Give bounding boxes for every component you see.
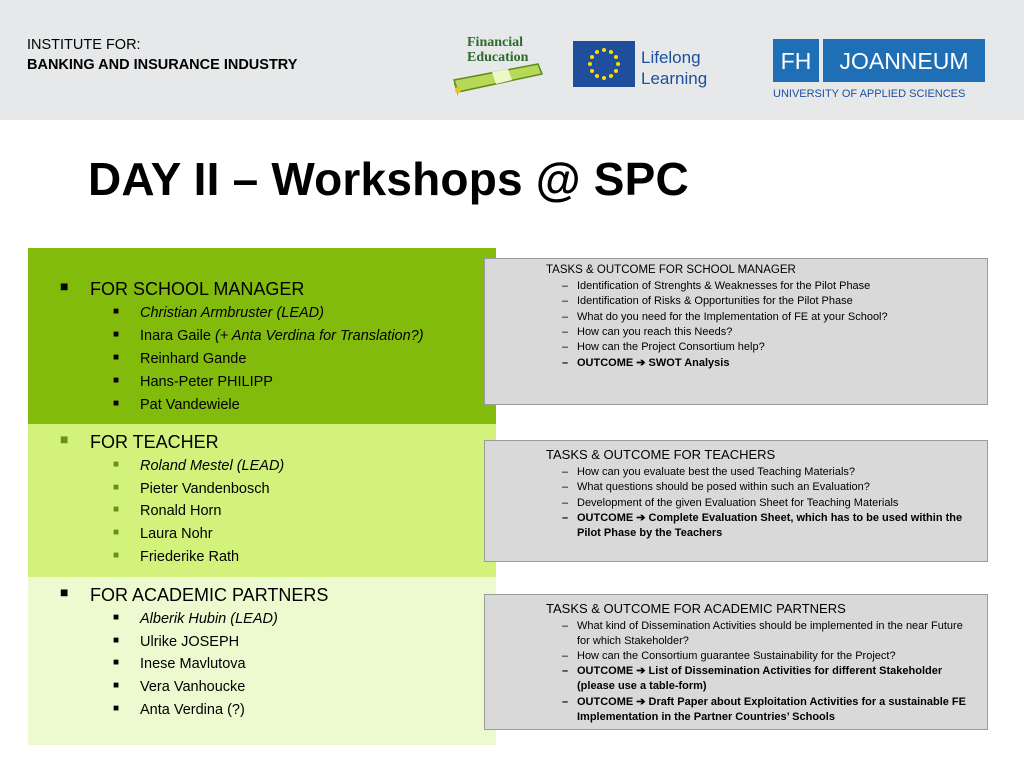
section-heading (60, 431, 219, 453)
task-item: – How can the Project Consortium help? (562, 341, 765, 353)
lifelong-learning-text (641, 47, 707, 89)
list-item (113, 458, 285, 474)
institute-line-1: INSTITUTE FOR: (27, 37, 141, 53)
list-item (113, 702, 245, 718)
outcome-item: – OUTCOME ➔ Draft Paper about Exploitation Activities for a sustainable FE Implementation in the Partner Countries’ Schools (562, 696, 966, 724)
fh-joanneum-logo (773, 39, 985, 82)
box-title: TASKS & OUTCOME FOR TEACHERS (546, 447, 776, 462)
task-item: – How can the Consortium guarantee Sustainability for the Project? (562, 650, 896, 662)
list-item (113, 503, 222, 519)
outcome-item: – OUTCOME ➔ Complete Evaluation Sheet, which has to be used within the Pilot Phase by the Teachers (562, 512, 963, 540)
square-bullet-icon: ■ (113, 482, 120, 493)
header-banner (0, 0, 1024, 120)
list-item (113, 611, 278, 627)
list-item (113, 397, 240, 413)
square-bullet-icon: ■ (113, 459, 120, 470)
fe-line-2: Education (467, 50, 529, 65)
heading-text: FOR ACADEMIC PARTNERS (90, 585, 329, 605)
member-name: Ulrike JOSEPH (140, 634, 240, 650)
page-title: DAY II – Workshops @ SPC (88, 153, 689, 205)
task-item: – Identification of Strenghts & Weaknesses for the Pilot Phase (562, 280, 871, 292)
list-item (113, 374, 273, 390)
list-item (113, 549, 240, 565)
member-name: Vera Vanhoucke (140, 679, 246, 695)
member-name: Christian Armbruster (LEAD) (140, 305, 324, 321)
square-bullet-icon: ■ (113, 352, 120, 363)
list-item (113, 351, 247, 367)
square-bullet-icon: ■ (113, 375, 120, 386)
member-name: Ronald Horn (140, 503, 222, 519)
square-bullet-icon: ■ (113, 612, 120, 623)
member-name: Pat Vandewiele (140, 397, 240, 413)
member-name: Pieter Vandenbosch (140, 481, 270, 497)
square-bullet-icon: ■ (113, 306, 120, 317)
member-name: Alberik Hubin (LEAD) (140, 611, 278, 627)
list-item (113, 634, 240, 650)
member-note: (+ Anta Verdina for Translation?) (214, 328, 424, 344)
list-item (113, 679, 246, 695)
square-bullet-icon: ■ (113, 657, 120, 668)
square-bullet-icon: ■ (60, 431, 69, 447)
ll-line-1: Lifelong (641, 48, 701, 67)
member-name: Friederike Rath (140, 549, 240, 565)
member-name: Hans-Peter PHILIPP (140, 374, 273, 390)
task-item: – What kind of Dissemination Activities should be implemented in the near Future for which Stakeholder? (562, 620, 963, 648)
member-name: Inese Mavlutova (140, 656, 246, 672)
square-bullet-icon: ■ (113, 504, 120, 515)
fh-subtitle: UNIVERSITY OF APPLIED SCIENCES (773, 88, 966, 100)
box-title: TASKS & OUTCOME FOR SCHOOL MANAGER (546, 264, 796, 276)
tasks-box-school-manager (484, 258, 988, 405)
tasks-box-teachers (484, 440, 988, 562)
financial-education-text (467, 35, 528, 65)
outcome-item: – OUTCOME ➔ List of Dissemination Activities for different Stakeholder (please use a table-form) (562, 665, 943, 693)
section-heading (60, 584, 329, 606)
member-name: Laura Nohr (140, 526, 213, 542)
task-item: – Development of the given Evaluation Sheet for Teaching Materials (562, 497, 899, 509)
task-item: – What questions should be posed within such an Evaluation? (562, 481, 870, 493)
member-name: Roland Mestel (LEAD) (140, 458, 285, 474)
square-bullet-icon: ■ (113, 703, 120, 714)
list-item (113, 328, 424, 344)
heading-text: FOR SCHOOL MANAGER (90, 279, 305, 299)
fh-right-text: JOANNEUM (839, 48, 969, 74)
task-item: – How can you evaluate best the used Teaching Materials? (562, 466, 856, 478)
fe-line-1: Financial (467, 35, 524, 50)
square-bullet-icon: ■ (60, 584, 69, 600)
task-item: – What do you need for the Implementation of FE at your School? (562, 311, 888, 323)
square-bullet-icon: ■ (113, 527, 120, 538)
square-bullet-icon: ■ (113, 329, 120, 340)
task-item: – How can you reach this Needs? (562, 326, 733, 338)
square-bullet-icon: ■ (60, 278, 69, 294)
square-bullet-icon: ■ (113, 398, 120, 409)
tasks-box-academic-partners (484, 594, 988, 730)
member-name: Inara Gaile (140, 328, 211, 344)
list-item (113, 656, 246, 672)
task-item: – Identification of Risks & Opportunities for the Pilot Phase (562, 295, 853, 307)
box-title: TASKS & OUTCOME FOR ACADEMIC PARTNERS (546, 601, 846, 616)
member-name: Reinhard Gande (140, 351, 247, 367)
list-item (113, 526, 213, 542)
square-bullet-icon: ■ (113, 550, 120, 561)
eu-flag-icon (573, 41, 635, 87)
square-bullet-icon: ■ (113, 680, 120, 691)
heading-text: FOR TEACHER (90, 432, 219, 452)
section-heading (60, 278, 305, 300)
outcome-item: – OUTCOME ➔ SWOT Analysis (562, 357, 730, 369)
list-item (113, 305, 324, 321)
member-name: Anta Verdina (?) (140, 702, 245, 718)
square-bullet-icon: ■ (113, 635, 120, 646)
ll-line-2: Learning (641, 69, 708, 88)
institute-line-2: BANKING AND INSURANCE INDUSTRY (27, 57, 298, 73)
fh-left-text: FH (780, 48, 812, 74)
list-item (113, 481, 270, 497)
